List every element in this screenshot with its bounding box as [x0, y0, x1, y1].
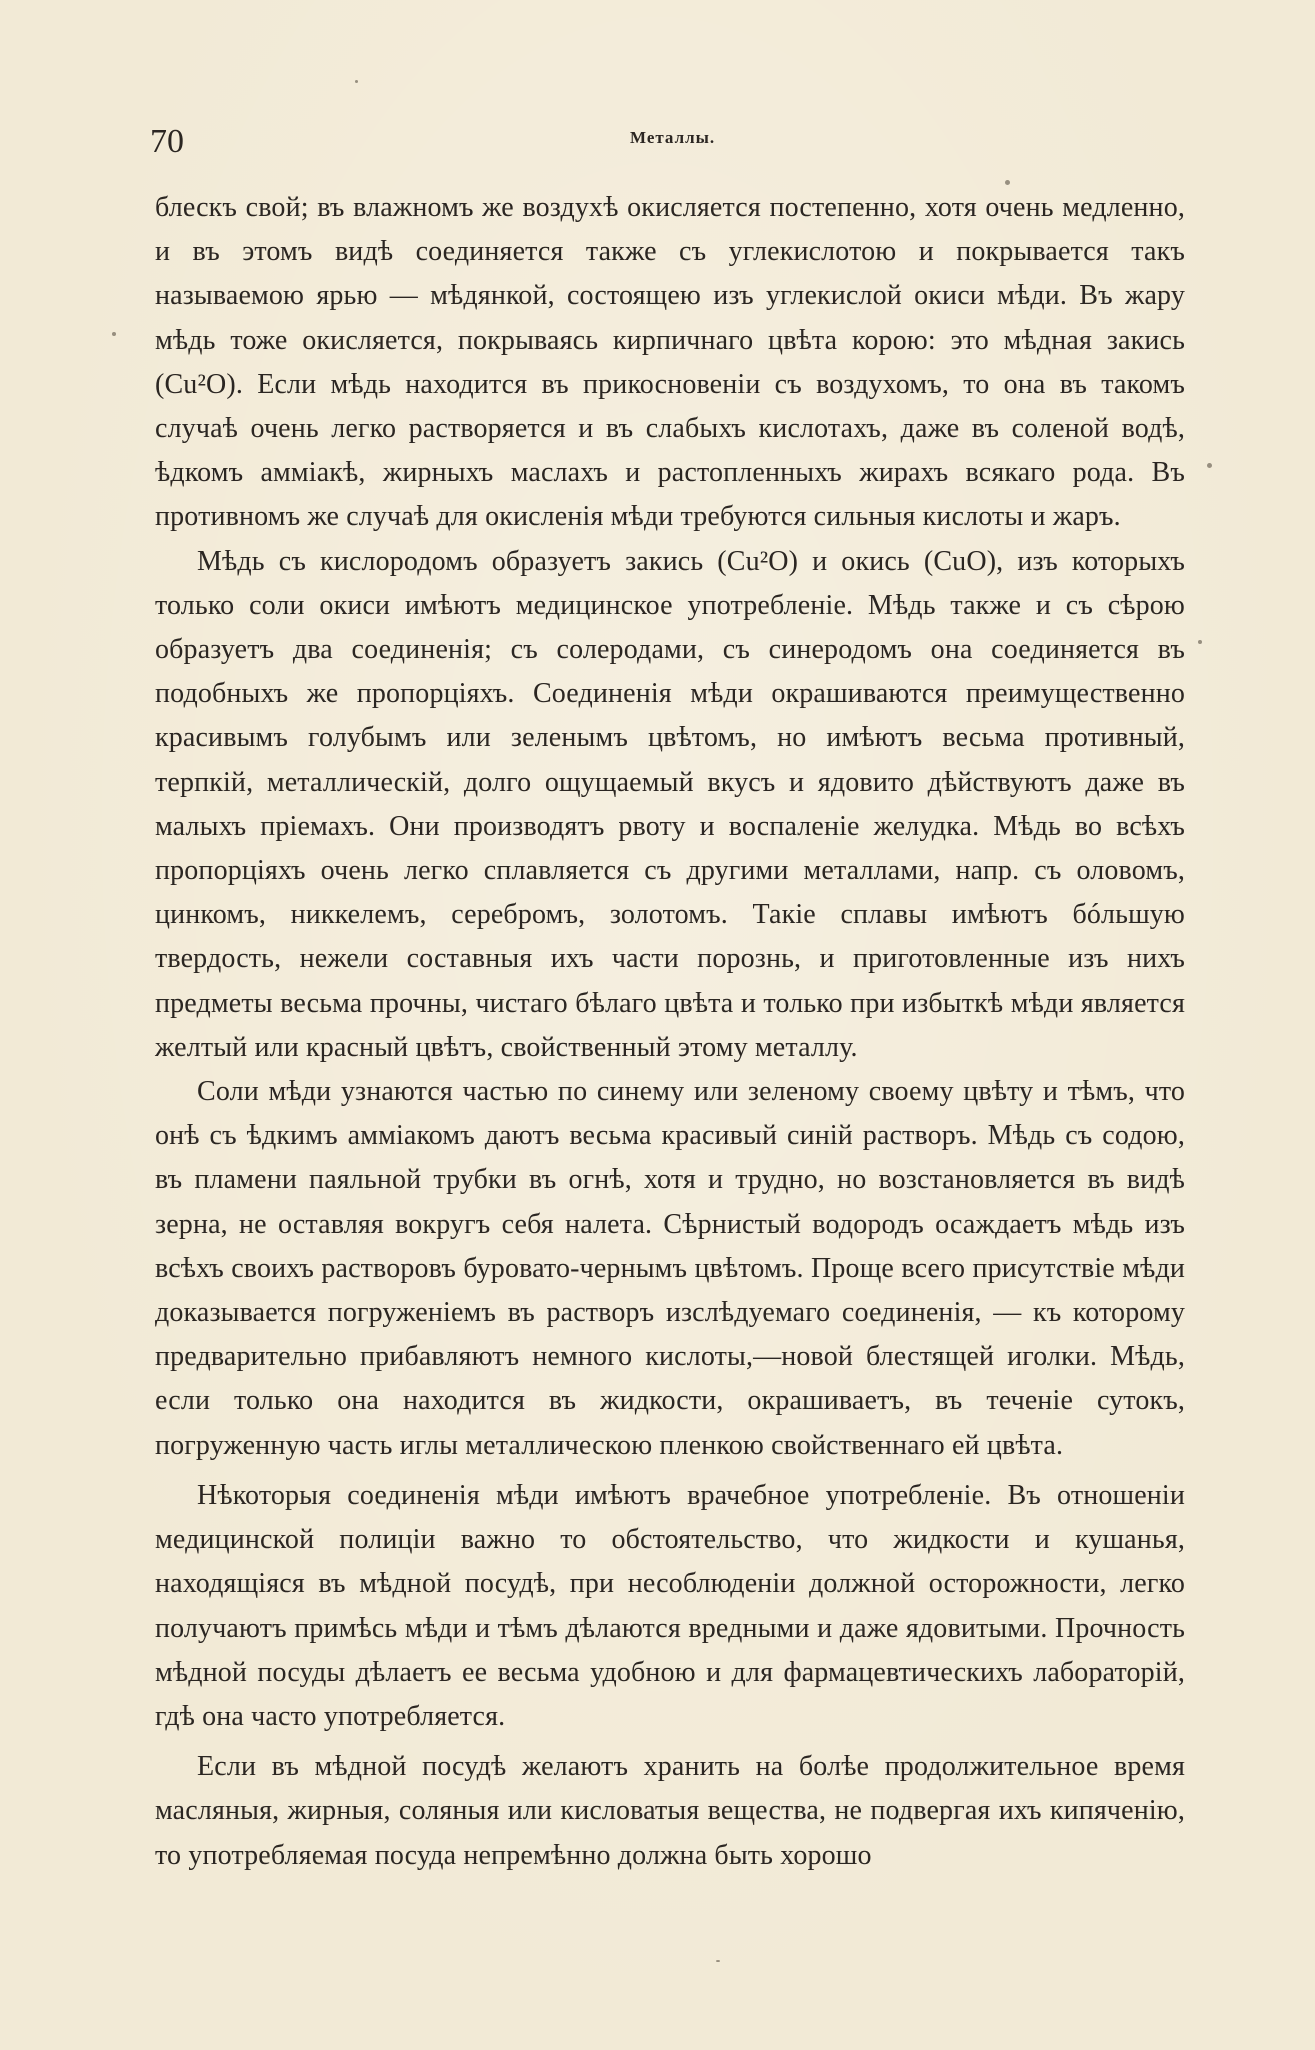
- paper-speck: [716, 1960, 720, 1962]
- paper-speck: [1005, 180, 1010, 185]
- paragraph-5: Если въ мѣдной посудѣ желаютъ хранить на болѣе продолжительное время масляныя, жирныя, соляныя или кисловатыя вещества, не подвергая ихъ кипяченію, то употребляемая посуда непремѣнно должна быть хорошо: [155, 1751, 1185, 1871]
- page-header: [150, 118, 1180, 168]
- paragraph-4: Нѣкоторыя соединенія мѣди имѣютъ врачебное употребленіе. Въ отношеніи медицинской полиціи важно то обстоятельство, что жидкости и кушанья, находящіяся въ мѣдной посудѣ, при несоблюденіи должной осторожности, легко получаютъ примѣсь мѣди и тѣмъ дѣлаются вредными и даже ядовитыми. Прочность мѣдной посуды дѣлаетъ ее весьма удобною и для фармацевтическихъ лабораторій, гдѣ она часто употребляется.: [155, 1479, 1185, 1732]
- paragraph-3: Соли мѣди узнаются частью по синему или зеленому своему цвѣту и тѣмъ, что онѣ съ ѣдкимъ амміакомъ даютъ весьма красивый синій растворъ. Мѣдь съ содою, въ пламени паяльной трубки въ огнѣ, хотя и трудно, но возстановляется въ видѣ зерна, не оставляя вокругъ себя налета. Сѣрнистый водородъ осаждаетъ мѣдь изъ всѣхъ своихъ растворовъ буровато-чернымъ цвѣтомъ. Проще всего присутствіе мѣди доказывается погруженіемъ въ растворъ изслѣдуемаго соединенія, — къ которому предварительно прибавляютъ немного кислоты,—новой блестящей иголки. Мѣдь, если только она находится въ жидкости, окрашиваетъ, въ теченіе сутокъ, погруженную часть иглы металлическою пленкою свойственнаго ей цвѣта.: [155, 1076, 1185, 1461]
- paper-speck: [1207, 463, 1212, 468]
- paper-speck: [1198, 640, 1202, 644]
- paragraph-2: Мѣдь съ кислородомъ образуетъ закись (Cu²O) и окись (CuO), изъ которыхъ только соли окиси имѣютъ медицинское употребленіе. Мѣдь также и съ сѣрою образуетъ два соединенія; съ солеродами, съ синеродомъ она соединяется въ подобныхъ же пропорціяхъ. Соединенія мѣди окрашиваются преимущественно красивымъ голубымъ или зеленымъ цвѣтомъ, но имѣютъ весьма противный, терпкій, металлическій, долго ощущаемый вкусъ и ядовито дѣйствуютъ даже въ малыхъ пріемахъ. Они производятъ рвоту и воспаленіе желудка. Мѣдь во всѣхъ пропорціяхъ очень легко сплавляется съ другими металлами, напр. съ оловомъ, цинкомъ, никкелемъ, серебромъ, золотомъ. Такіе сплавы имѣютъ бóльшую твердость, нежели составныя ихъ части порознь, и приготовленные изъ нихъ предметы весьма прочны, чистаго бѣлаго цвѣта и только при избыткѣ мѣди является желтый или красный цвѣтъ, свойственный этому металлу.: [155, 545, 1185, 1063]
- page-number: 70: [150, 123, 184, 160]
- paper-speck: [112, 332, 116, 336]
- body-text: [155, 186, 1185, 1878]
- paper-speck: [355, 80, 358, 83]
- paragraph-1: блескъ свой; въ влажномъ же воздухѣ окисляется постепенно, хотя очень медленно, и въ этомъ видѣ соединяется также съ углекислотою и покрывается такъ называемою ярью — мѣдянкой, состоящею изъ углекислой окиси мѣди. Въ жару мѣдь тоже окисляется, покрываясь кирпичнаго цвѣта корою: это мѣдная закись (Cu²O). Если мѣдь находится въ прикосновеніи съ воздухомъ, то она въ такомъ случаѣ очень легко растворяется и въ слабыхъ кислотахъ, даже въ соленой водѣ, ѣдкомъ аммiакѣ, жирныхъ маслахъ и растопленныхъ жирахъ всякаго рода. Въ противномъ же случаѣ для окисленія мѣди требуются сильныя кислоты и жаръ.: [155, 192, 1185, 533]
- running-head: Металлы.: [630, 128, 716, 147]
